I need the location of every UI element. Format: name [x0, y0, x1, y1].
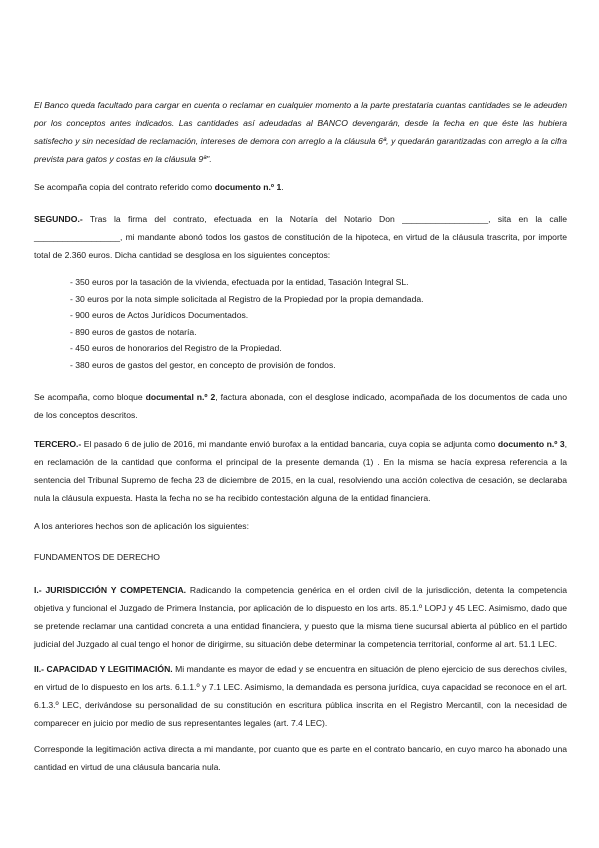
- fundamento-2-heading: II.- CAPACIDAD Y LEGITIMACIÓN.: [34, 664, 173, 674]
- legitimacion-paragraph: Corresponde la legitimación activa directa a mi mandante, por cuanto que es parte en el contrato bancario, en cuyo marco ha abonado una cantidad en virtud de una cláusula bancaria nula.: [34, 744, 567, 772]
- doc3-ref: documento n.º 3: [497, 439, 565, 449]
- doc1-ref: documento n.º 1: [214, 182, 282, 192]
- segundo-heading: SEGUNDO.-: [34, 214, 83, 224]
- fundamento-1-heading: I.- JURISDICCIÓN Y COMPETENCIA.: [34, 585, 187, 595]
- list-item: - 30 euros por la nota simple solicitada al Registro de la Propiedad por la propia demandada.: [70, 293, 424, 304]
- fundamento-2-paragraph: [34, 660, 567, 732]
- fundamentos-title: FUNDAMENTOS DE DERECHO: [34, 552, 160, 562]
- doc2-ref: documental n.º 2: [145, 392, 216, 402]
- tercero-text-2: , en reclamación de la cantidad que conforma el principal de la presente demanda (1) . En la misma se hacía expresa referencia a la sentencia del Tribunal Supremo de fecha 23 de diciembre de 2015, en la cual, resolviendo una acción colectiva de cesación, se declaraba nula la cláusula expuesta. Hasta la fecha no se ha recibido contestación alguna de la entidad financiera.: [34, 439, 567, 503]
- doc1-text: Se acompaña copia del contrato referido como: [34, 182, 215, 192]
- list-item: - 450 euros de honorarios del Registro de la Propiedad.: [70, 343, 282, 353]
- tercero-heading: TERCERO.-: [34, 439, 82, 449]
- list-item: - 350 euros por la tasación de la vivienda, efectuada por la entidad, Tasación Integral SL.: [70, 277, 409, 287]
- segundo-text: Tras la firma del contrato, efectuada en la Notaría del Notario Don __________________, sita en la calle __________________, mi mandante abonó todos los gastos de constitución de la hipoteca, en virtud de la cláusula trascrita, por importe total de 2.360 euros. Dicha cantidad se desglosa en los siguientes conceptos:: [34, 214, 567, 260]
- doc2-end: , factura abonada, con el desglose indicado, acompañada de los documentos de cada uno de los conceptos descritos.: [34, 392, 567, 420]
- doc1-end: .: [281, 182, 284, 192]
- doc2-text: Se acompaña, como bloque: [34, 392, 146, 402]
- clause-quote-paragraph: El Banco queda facultado para cargar en cuenta o reclamar en cualquier momento a la parte prestataria cuantas cantidades se le adeuden por los conceptos antes indicados. Las cantidades así adeudadas al BANCO devengarán, desde la fecha en que éste las hubiera satisfecho y sin necesidad de reclamación, intereses de demora con arreglo a la cláusula 6ª, y quedarán garantizadas con arreglo a la cifra prevista para gatos y costas en la cláusula 9ª".: [34, 100, 567, 164]
- segundo-paragraph: [34, 210, 567, 264]
- list-item: - 900 euros de Actos Jurídicos Documentados.: [70, 310, 249, 320]
- intro-fundamentos: A los anteriores hechos son de aplicación los siguientes:: [34, 521, 249, 531]
- fundamento-1-text: Radicando la competencia genérica en el orden civil de la jurisdicción, detenta la competencia objetiva y funcional el Juzgado de Primera Instancia, por aplicación de lo dispuesto en los arts. 85.1.º LOPJ y 45 LEC. Asimismo, dado que se pretende reclamar una cantidad concreta a una entidad financiera, y puesto que la misma tiene sucursal abierta al público en el partido judicial del Juzgado al cual tengo el honor de dirigirme, su situación debe determinar la competencia territorial, conforme al art. 51.1 LEC.: [34, 585, 567, 649]
- tercero-paragraph: [34, 435, 567, 507]
- tercero-text-1: El pasado 6 de julio de 2016, mi mandante envió burofax a la entidad bancaria, cuya copia se adjunta como: [81, 439, 498, 449]
- list-item: - 890 euros de gastos de notaría.: [70, 326, 197, 337]
- list-item: - 380 euros de gastos del gestor, en concepto de provisión de fondos.: [70, 359, 336, 370]
- doc2-paragraph: [34, 388, 567, 424]
- fundamento-2-text: Mi mandante es mayor de edad y se encuentra en situación de pleno ejercicio de sus derechos civiles, en virtud de lo dispuesto en los arts. 6.1.1.º y 7.1 LEC. Asimismo, la demandada es persona jurídica, cuya capacidad se reconoce en el art. 6.1.3.º LEC, derivándose su personalidad de su constitución en escritura pública inscrita en el Registro Mercantil, con la necesidad de comparecer en juicio por medio de sus representantes legales (art. 7.4 LEC).: [34, 664, 567, 728]
- doc1-paragraph: [34, 178, 567, 196]
- expense-list: [70, 274, 550, 373]
- fundamento-1-paragraph: [34, 581, 567, 653]
